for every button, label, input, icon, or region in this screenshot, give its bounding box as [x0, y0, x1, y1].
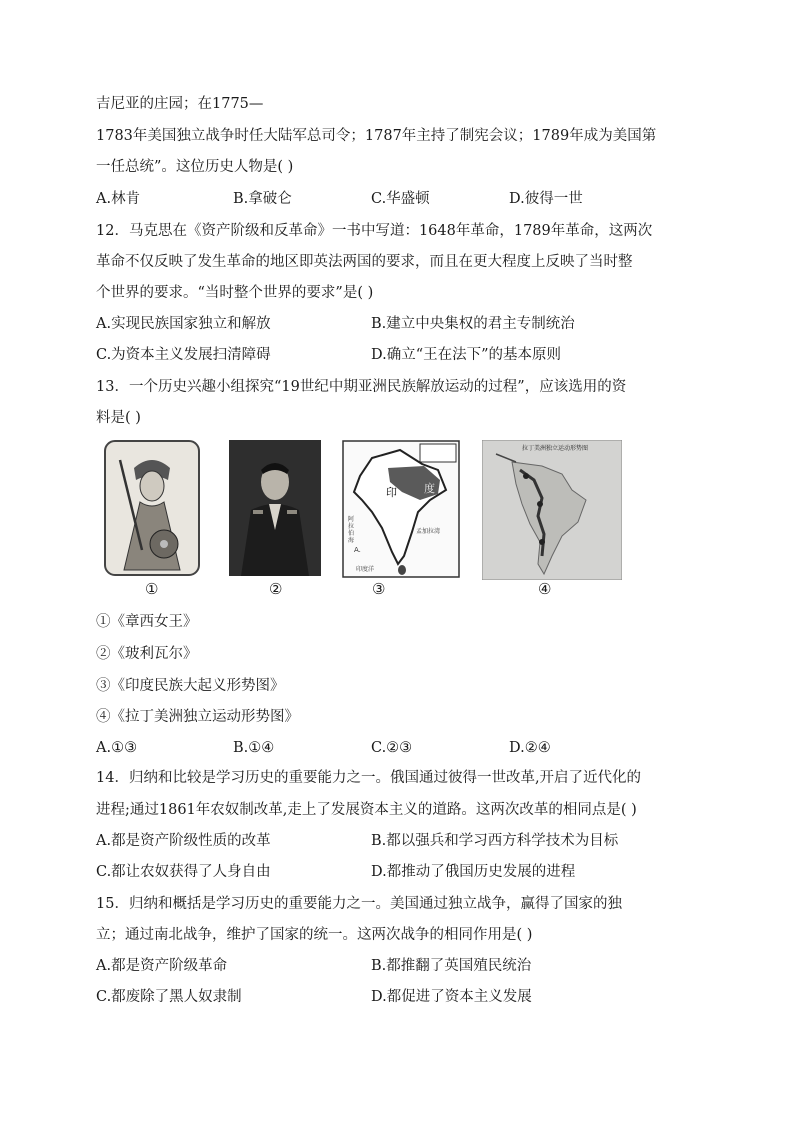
q15-line-2: 立；通过南北战争，维护了国家的统一。这两次战争的相同作用是( )	[96, 927, 533, 943]
figure-label-1: ①	[145, 580, 159, 598]
figure-india-uprising-map	[342, 440, 460, 578]
map3-label-yin: 印	[386, 486, 397, 499]
figure-rani-of-jhansi	[104, 440, 200, 576]
q13-option-a: A.①③	[96, 740, 138, 756]
q12-line-3: 个世界的要求。“当时整个世界的要求”是( )	[96, 285, 374, 301]
q13-material-1: ①《章西女王》	[96, 614, 198, 630]
q13-option-d: D.②④	[509, 740, 551, 756]
q12-option-a: A.实现民族国家独立和解放	[96, 316, 271, 332]
q11-option-b: B.拿破仑	[233, 191, 292, 207]
q13-material-2: ②《玻利瓦尔》	[96, 646, 198, 662]
q15-option-c: C.都废除了黑人奴隶制	[96, 989, 242, 1005]
q12-option-b: B.建立中央集权的君主专制统治	[371, 316, 575, 332]
svg-text:A.: A.	[354, 546, 361, 554]
q13-line-1: 13．一个历史兴趣小组探究“19世纪中期亚洲民族解放运动的过程”，应该选用的资	[96, 379, 627, 395]
q15-line-1: 15．归纳和概括是学习历史的重要能力之一。美国通过独立战争，赢得了国家的独	[96, 896, 622, 912]
q14-line-1: 14．归纳和比较是学习历史的重要能力之一。俄国通过彼得一世改革,开启了近代化的	[96, 770, 642, 786]
q11-option-c: C.华盛顿	[371, 191, 430, 207]
q13-option-c: C.②③	[371, 740, 413, 756]
q11-option-d: D.彼得一世	[509, 191, 583, 207]
figure-label-4: ④	[538, 580, 552, 598]
map3-label-bay-of-bengal: 孟加拉湾	[416, 528, 441, 535]
figure-bolivar	[229, 440, 321, 576]
figure-label-2: ②	[269, 580, 283, 598]
q11-line-2: 1783年美国独立战争时任大陆军总司令；1787年主持了制宪会议；1789年成为美国第	[96, 128, 657, 144]
map3-label-arabian-sea: 阿拉伯海	[348, 516, 355, 544]
q15-option-d: D.都促进了资本主义发展	[371, 989, 532, 1005]
figure-latin-america-map	[482, 440, 622, 580]
q14-option-b: B.都以强兵和学习西方科学技术为目标	[371, 833, 619, 849]
q12-line-1: 12．马克思在《资产阶级和反革命》一书中写道：1648年革命，1789年革命，这两次	[96, 223, 653, 239]
map3-label-indian-ocean: 印度洋	[356, 566, 375, 573]
q11-option-a: A.林肯	[96, 191, 141, 207]
q13-line-2: 料是( )	[96, 410, 141, 426]
q13-material-4: ④《拉丁美洲独立运动形势图》	[96, 709, 299, 725]
map4-title: 拉丁美洲独立运动形势图	[522, 445, 589, 452]
figure-label-3: ③	[372, 580, 386, 598]
q14-option-c: C.都让农奴获得了人身自由	[96, 864, 271, 880]
q12-line-2: 革命不仅反映了发生革命的地区即英法两国的要求，而且在更大程度上反映了当时整	[96, 254, 633, 270]
q12-option-c: C.为资本主义发展扫清障碍	[96, 347, 271, 363]
q14-line-2: 进程;通过1861年农奴制改革,走上了发展资本主义的道路。这两次改革的相同点是( )	[96, 802, 637, 818]
q12-option-d: D.确立“王在法下”的基本原则	[371, 347, 562, 363]
q15-option-a: A.都是资产阶级革命	[96, 958, 228, 974]
q13-material-3: ③《印度民族大起义形势图》	[96, 678, 285, 694]
q11-line-1: 吉尼亚的庄园；在1775—	[96, 96, 264, 112]
q11-line-3: 一任总统”。这位历史人物是( )	[96, 159, 294, 175]
map3-label-du: 度	[424, 482, 435, 495]
q14-option-a: A.都是资产阶级性质的改革	[96, 833, 271, 849]
q14-option-d: D.都推动了俄国历史发展的进程	[371, 864, 576, 880]
q15-option-b: B.都推翻了英国殖民统治	[371, 958, 532, 974]
q13-option-b: B.①④	[233, 740, 275, 756]
